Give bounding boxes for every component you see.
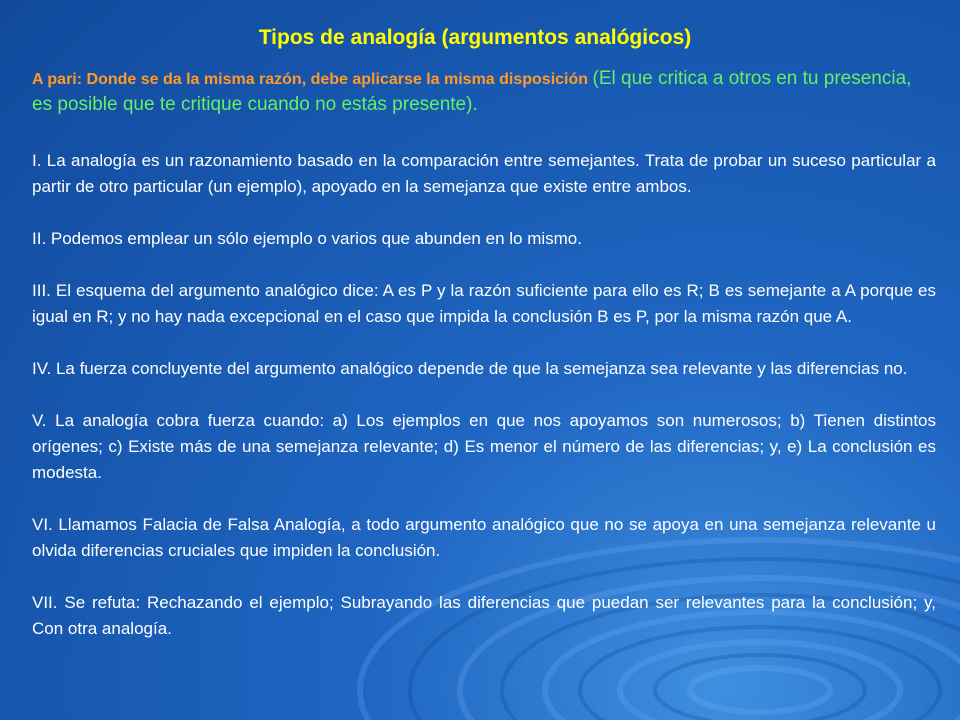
a-pari-definition: A pari: Donde se da la misma razón, debe aplicarse la misma disposición: [32, 71, 589, 88]
paragraph-i: I. La analogía es un razonamiento basado en la comparación entre semejantes. Trata de probar un suceso particular a partir de otro particular (un ejemplo), apoyado en la semejanza que existe entre ambos.: [32, 151, 936, 196]
paragraph-v: V. La analogía cobra fuerza cuando: a) Los ejemplos en que nos apoyamos son numerosos; b) Tienen distintos orígenes; c) Existe más de una semejanza relevante; d) Es menor el número de las diferencias; y, e) La conclusión es modesta.: [32, 411, 936, 482]
intro-paragraph: [32, 66, 936, 118]
body-text: [32, 148, 936, 668]
slide-title: Tipos de analogía (argumentos analógicos): [258, 26, 692, 49]
paragraph-iv: IV. La fuerza concluyente del argumento analógico depende de que la semejanza sea relevante y las diferencias no.: [32, 359, 908, 378]
paragraph-iii: III. El esquema del argumento analógico dice: A es P y la razón suficiente para ello es R; B es semejante a A porque es igual en R; y no hay nada excepcional en el caso que impida la conclusión B es P, por la misma razón que A.: [32, 281, 936, 326]
a-pari-example: (El que critica a otros en tu presencia, es posible que te critique cuando no estás presente).: [32, 68, 912, 115]
paragraph-vi: VI. Llamamos Falacia de Falsa Analogía, a todo argumento analógico que no se apoya en una semejanza relevante u olvida diferencias cruciales que impiden la conclusión.: [32, 515, 936, 560]
paragraph-vii: VII. Se refuta: Rechazando el ejemplo; Subrayando las diferencias que puedan ser relevantes para la conclusión; y, Con otra analogía.: [32, 593, 936, 638]
paragraph-ii: II. Podemos emplear un sólo ejemplo o varios que abunden en lo mismo.: [32, 229, 582, 248]
